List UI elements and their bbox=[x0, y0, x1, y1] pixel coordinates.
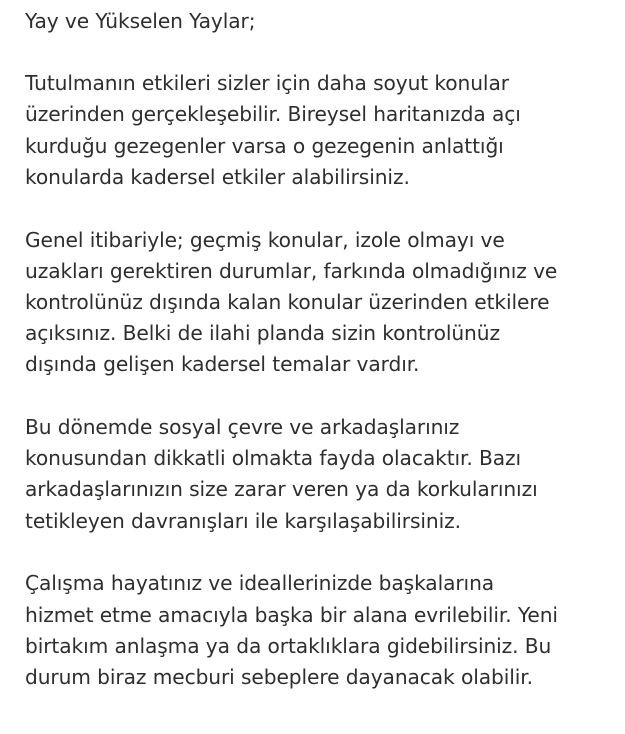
paragraph-line: Tutulmanın etkileri sizler için daha soyut konular bbox=[25, 71, 509, 96]
paragraph-line: dışında gelişen kadersel temalar vardır. bbox=[25, 352, 420, 377]
paragraph-1 bbox=[25, 68, 615, 193]
paragraph-line: açıksınız. Belki de ilahi planda sizin kontrolünüz bbox=[25, 321, 500, 346]
paragraph-line: Bu dönemde sosyal çevre ve arkadaşlarınız bbox=[25, 415, 460, 440]
paragraph-line: konusundan dikkatli olmakta fayda olacaktır. Bazı bbox=[25, 446, 522, 471]
paragraph-line: durum biraz mecburi sebeplere dayanacak olabilir. bbox=[25, 664, 533, 689]
paragraph-line: uzakları gerektiren durumlar, farkında olmadığınız ve bbox=[25, 258, 558, 283]
paragraph-line: tetikleyen davranışları ile karşılaşabilirsiniz. bbox=[25, 508, 461, 533]
paragraph-line: arkadaşlarınızın size zarar veren ya da korkularınızı bbox=[25, 477, 538, 502]
section-heading: Yay ve Yükselen Yaylar; bbox=[25, 9, 256, 33]
paragraph-line: Genel itibariyle; geçmiş konular, izole olmayı ve bbox=[25, 227, 505, 252]
paragraph-line: konularda kadersel etkiler alabilirsiniz. bbox=[25, 164, 410, 189]
paragraph-line: kurduğu gezegenler varsa o gezegenin anlattığı bbox=[25, 133, 504, 158]
paragraph-line: birtakım anlaşma ya da ortaklıklara gidebilirsiniz. Bu bbox=[25, 633, 552, 658]
paragraph-3 bbox=[25, 412, 615, 537]
paragraph-line: hizmet etme amacıyla başka bir alana evrilebilir. Yeni bbox=[25, 602, 558, 627]
document-body bbox=[25, 6, 615, 725]
paragraph-2 bbox=[25, 225, 615, 381]
paragraph-line: kontrolünüz dışında kalan konular üzerinden etkilere bbox=[25, 289, 550, 314]
paragraph-4 bbox=[25, 568, 615, 693]
paragraph-line: Çalışma hayatınız ve ideallerinizde başkalarına bbox=[25, 571, 495, 596]
paragraph-line: üzerinden gerçekleşebilir. Bireysel haritanızda açı bbox=[25, 102, 521, 127]
